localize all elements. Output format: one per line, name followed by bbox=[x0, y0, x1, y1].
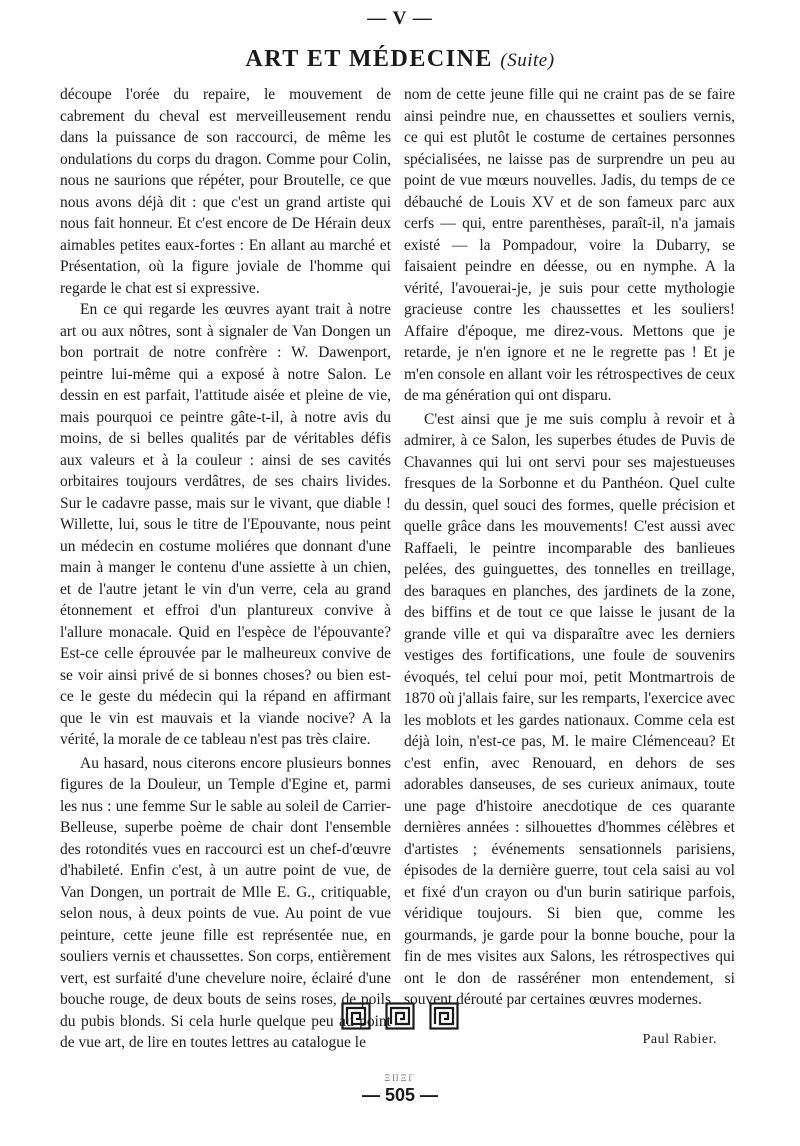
ornament-row bbox=[0, 1002, 800, 1030]
section-title bbox=[0, 46, 800, 73]
page-roman-numeral: — V — bbox=[367, 8, 433, 29]
author-signature: Paul Rabier. bbox=[642, 1031, 717, 1047]
greek-key-spiral-icon bbox=[341, 1002, 371, 1030]
greek-key-spiral-icon bbox=[429, 1002, 459, 1030]
library-stamp: ΞΠΞΓ bbox=[384, 1073, 416, 1083]
right-column bbox=[404, 84, 735, 1050]
paragraph: C'est ainsi que je me suis complu à revoir et à admirer, à ce Salon, les superbes études de Puvis de Chavannes qui lui ont servi pour ses majestueuses fresques de la Sorbonne et du Panthéon. Quel culte du dessin, quel souci des formes, quelle précision et quelle grâce dans les mouvements! C'est aussi avec Raffaeli, le peintre incomparable des banlieues pelées, des guinguettes, des tonnelles en treillage, des baraques en planches, des jardinets de la zone, des biffins et de tout ce que laisse le jusant de la grande ville et qui va disparaître avec les derniers vestiges des fortifications, une foule de souvenirs évoqués, tel celui pour moi, petit Montmartrois de 1870 où j'allais faire, sur les remparts, l'exercice avec les moblots et les gardes nationaux. Comme cela est déjà loin, n'est-ce pas, M. le maire Clémenceau? Et c'est enfin, avec Renouard, en dehors de ses adorables danseuses, de ses curieux animaux, toute une page d'histoire anecdotique de ces quarante dernières années : silhouettes d'hommes célèbres et d'artistes ; événements sensationnels parisiens, épisodes de la dernière guerre, tout cela saisi au vol et fixé d'un crayon ou d'un burin satirique parfois, véridique toujours. Si bien que, comme les gourmands, je garde pour la bonne bouche, pour la fin de mes visites aux Salons, les rétrospectives qui ont le don de rasséréner mon entendement, si souvent dérouté par certaines œuvres modernes. bbox=[404, 410, 735, 1008]
title-suffix: (Suite) bbox=[500, 50, 555, 71]
page-number: — 505 — bbox=[361, 1085, 439, 1105]
left-column bbox=[60, 84, 391, 1054]
paragraph: découpe l'orée du repaire, le mouvement de cabrement du cheval est merveilleusement rendu dans la puissance de son raccourci, de même les ondulations du corps du dragon. Comme pour Colin, nous ne saurions que répéter, pour Broutelle, ce que nous avons déjà dit : que c'est un grand artiste qui nous fait honneur. Et c'est encore de De Hérain deux aimables petites eaux-fortes : En allant au marché et Présentation, où la figure joviale de l'homme qui regarde le chat est si expressive. bbox=[60, 86, 391, 297]
paragraph: Au hasard, nous citerons encore plusieurs bonnes figures de la Douleur, un Temple d'Egine et, parmi les nus : une femme Sur le sable au soleil de Carrier-Belleuse, superbe poème de chair dont l'ensemble des rotondités vues en raccourci est un chef-d'œuvre d'habileté. Enfin c'est, à un autre point de vue, de Van Dongen, un portrait de Mlle E. G., critiquable, selon nous, à deux points de vue. Au point de vue peinture, cette jeune fille est représentée nue, en souliers vernis et chaussettes. Son corps, entièrement vert, est surfaité d'une chevelure noire, éclairé d'une bouche rouge, de deux bouts de seins roses, de poils du pubis blonds. Si cela hurle quelque peu au point de vue art, de lire en toutes lettres au catalogue le bbox=[60, 754, 391, 1051]
greek-key-spiral-icon bbox=[385, 1002, 415, 1030]
paragraph: En ce qui regarde les œuvres ayant trait à notre art ou aux nôtres, sont à signaler de Van Dongen un bon portrait de notre confrère : W. Dawenport, peintre lui-même qui a exposé à notre Salon. Le dessin en est parfait, l'attitude aisée et pleine de vie, mais pourquoi ce peintre gâte-t-il, à notre avis du moins, de si belles qualités par de véritables défis aux valeurs et à la couleur : ainsi de ses cavités orbitaires toujours verdâtres, de ses chairs livides. Sur le cadavre passe, mais sur le vivant, que diable ! Willette, lui, sous le titre de l'Epouvante, nous peint un médecin en costume moliéres que donnant d'une main à manger le contenu d'une assiette à un chien, et de l'autre jetant le vin d'un verre, cela au grand étonnement et effroi d'un plantureux convive à l'allure monacale. Quid en l'espèce de l'épouvante? Est-ce celle éprouvée par le malheureux convive de se voir ainsi privé de si bonnes choses? ou bien est-ce le geste du médecin qui la répand en affirmant que le vin est mauvais et la viande nocive? A la vérité, la morale de ce tableau n'est pas très claire. bbox=[60, 301, 391, 748]
paragraph: nom de cette jeune fille qui ne craint pas de se faire ainsi peindre nue, en chaussettes et souliers vernis, ce qui est plutôt le costume de certaines personnes spécialisées, ne laisse pas de surprendre un peu au point de vue mœurs nouvelles. Jadis, du temps de ce débauché de Louis XV et de son fameux parc aux cerfs — qui, entre parenthèses, paraît-il, n'a jamais existé — la Pompadour, voire la Dubarry, se faisaient peindre en déesse, ou en nymphe. A la vérité, l'avouerai-je, je suis pour cette mythologie gracieuse contre les chaussettes et les souliers! Affaire d'époque, me direz-vous. Mettons que je retarde, je n'en ignore et ne le regrette pas ! Et je m'en console en allant voir les rétrospectives de ceux de ma génération qui ont disparu. bbox=[404, 86, 735, 404]
title-text: ART ET MÉDECINE bbox=[245, 46, 493, 72]
